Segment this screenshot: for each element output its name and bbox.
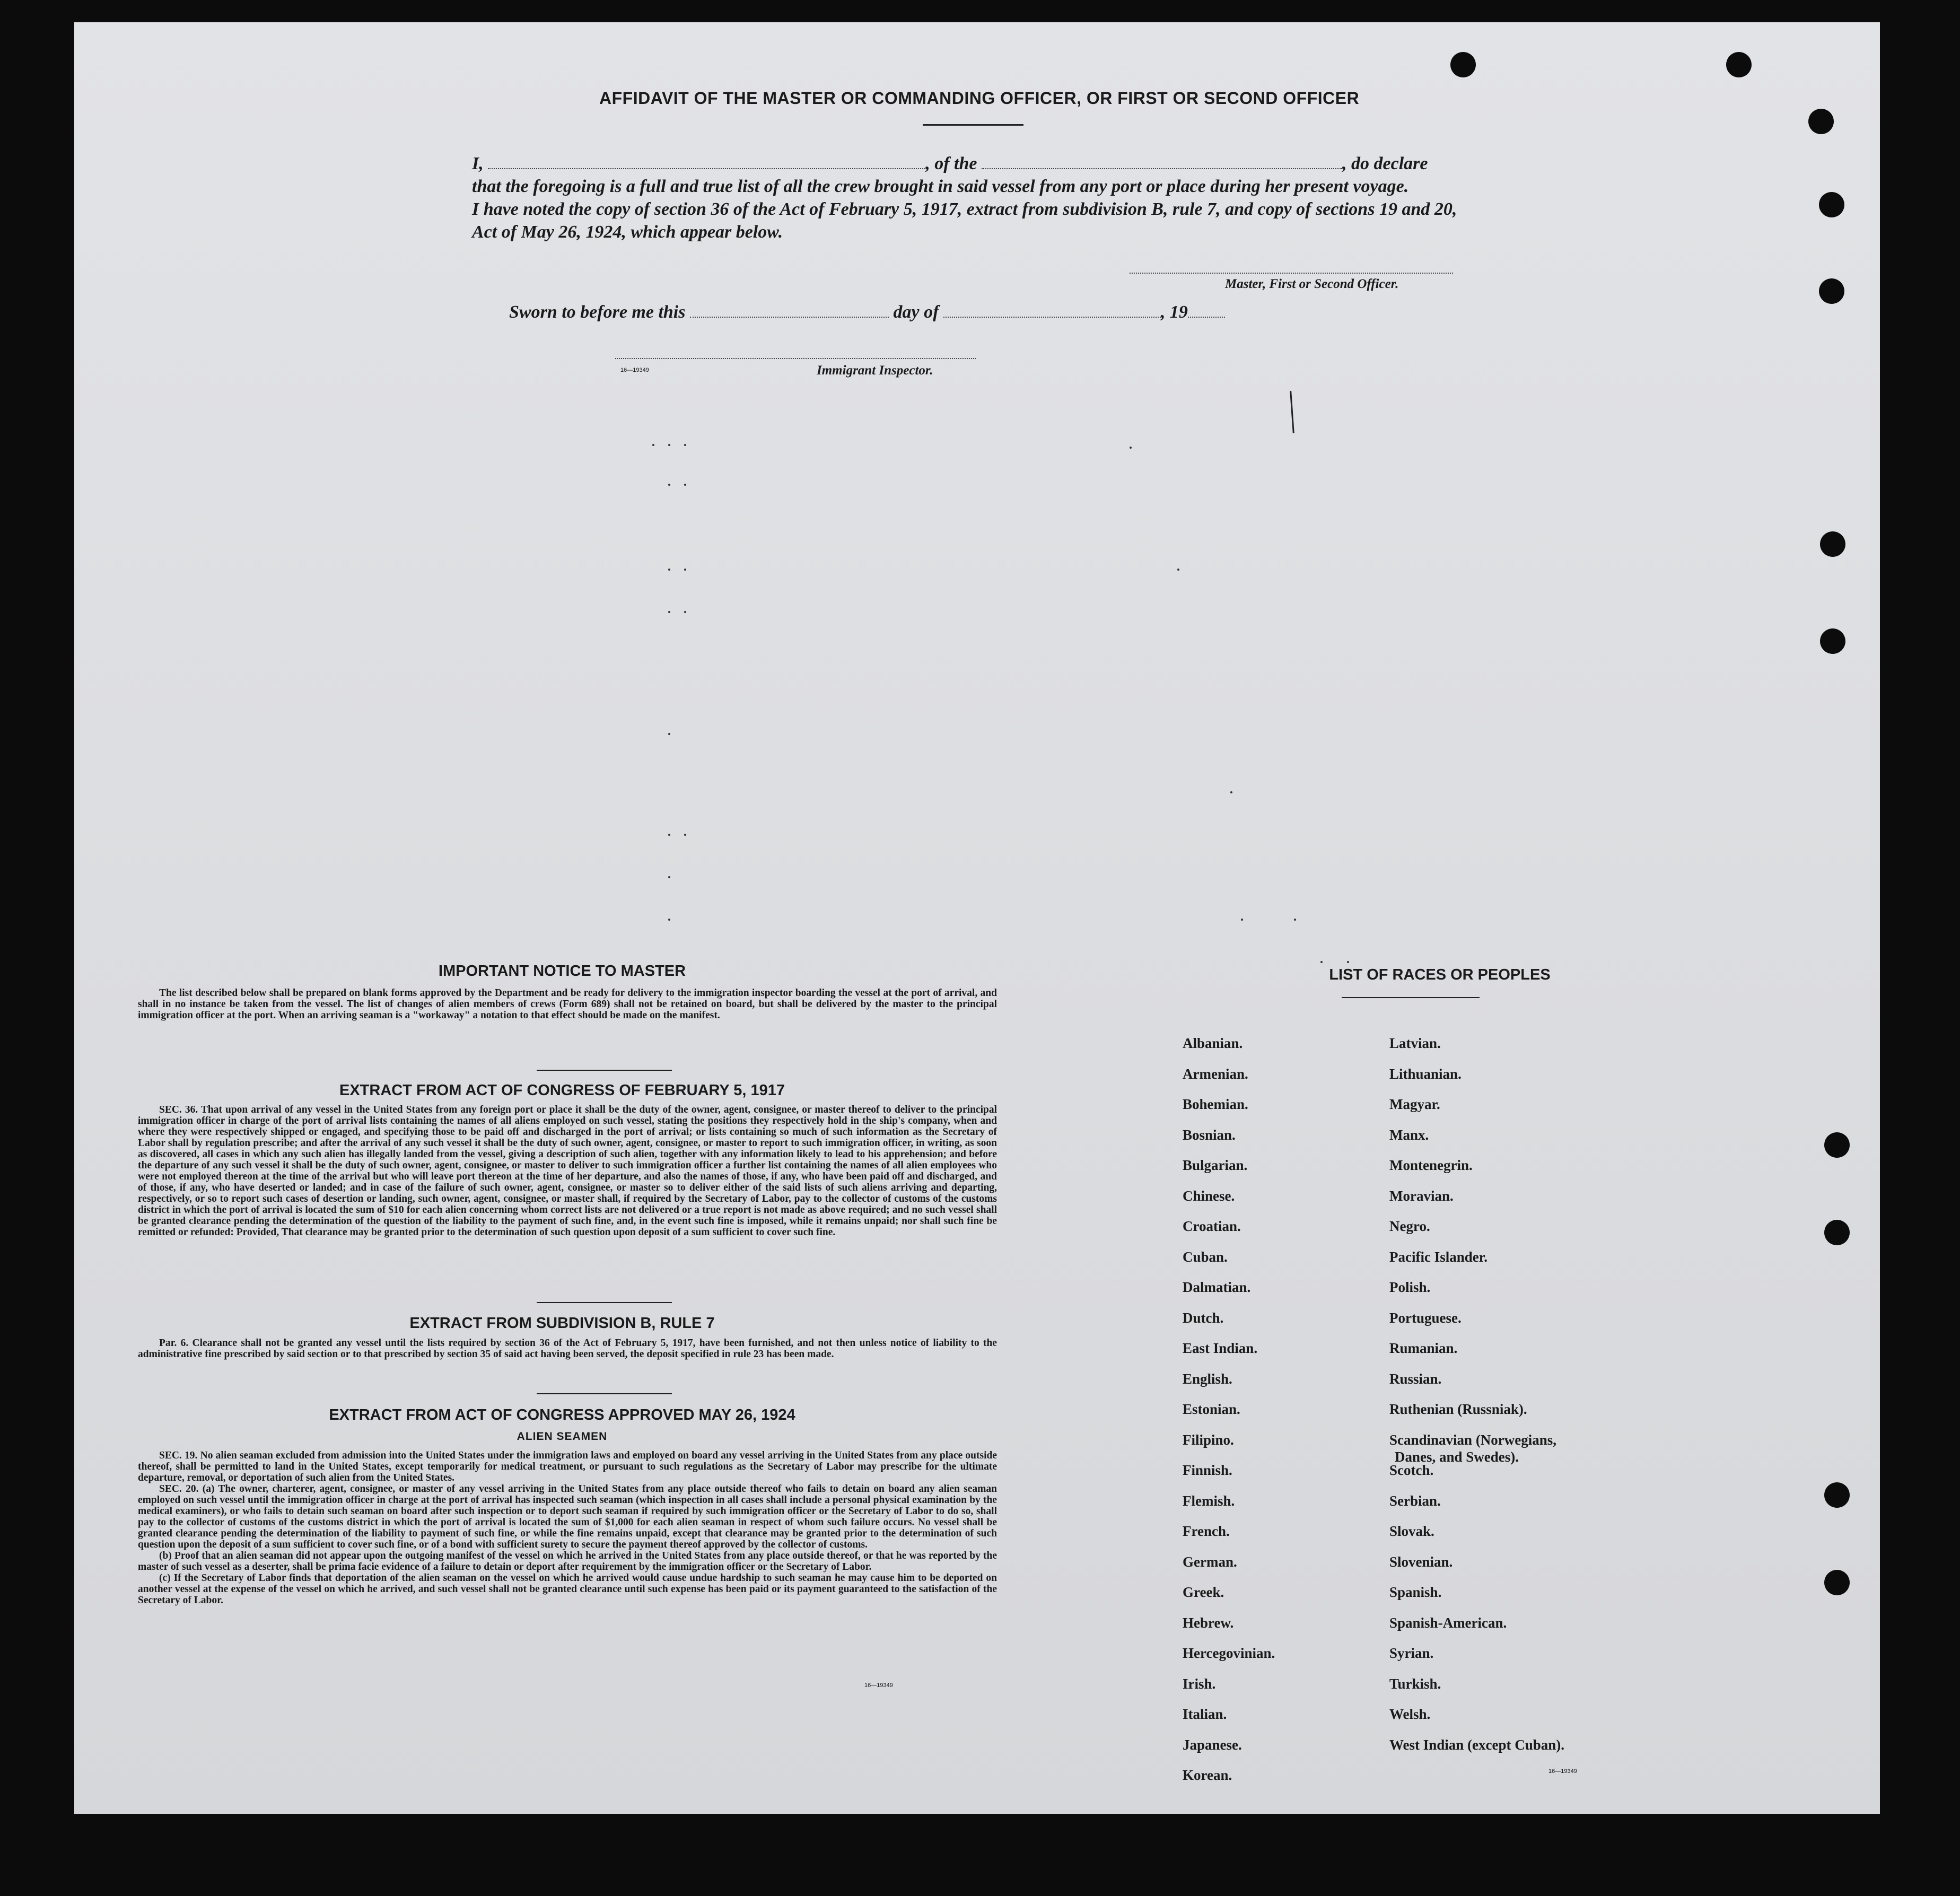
speck — [668, 444, 670, 446]
speck — [1320, 961, 1323, 963]
vessel-blank[interactable] — [982, 168, 1342, 169]
race-item: Montenegrin. — [1389, 1157, 1473, 1173]
extract-1917-title: EXTRACT FROM ACT OF CONGRESS OF FEBRUARY 5, 1917 — [339, 1082, 785, 1099]
speck — [1294, 919, 1296, 921]
race-item: Latvian. — [1389, 1035, 1441, 1051]
rule-7-paragraph: Par. 6. Clearance shall not be granted any vessel until the lists required by section 36 of the Act of February 5, 1917, have been furnished, and not then unless notice of liability to the administrative fine prescribed by said section or to that prescribed by section 35 of said act having been served, the deposit specified in rule 23 has been made. — [138, 1338, 997, 1360]
speck — [684, 834, 686, 836]
declaration-of-the: , of the — [925, 154, 977, 173]
extract-1924-title: EXTRACT FROM ACT OF CONGRESS APPROVED MAY 26, 1924 — [329, 1406, 795, 1423]
extract-1917-text — [138, 1104, 997, 1238]
sec-20b-paragraph: (b) Proof that an alien seaman did not appear upon the outgoing manifest of the vessel on which he arrived in the United States from any place outside thereof, or that he was reported by the master of such vessel as a deserter, shall be prima facie evidence of a failure to detain or deport after requirement by the immigration officer or the Secretary of Labor. — [138, 1550, 997, 1572]
sworn-year-blank[interactable] — [1188, 316, 1225, 318]
race-item: Danes, and Swedes). — [1395, 1448, 1519, 1465]
punch-hole — [1819, 192, 1844, 217]
race-item: Chinese. — [1183, 1187, 1235, 1204]
sec-20a-paragraph: SEC. 20. (a) The owner, charterer, agent, consignee, or master of any vessel arriving in the United States from any place outside thereof who fails to detain on board any alien seaman employed on such vessel until the immigration officer in charge at the port of arrival has inspected such seaman (which inspection in all cases shall include a personal physical examination by the medical examiners), or who fails to detain such seaman on board after such inspection or to deport such seaman if required by such immigration officer or the Secretary of Labor to do so, shall pay to the collector of customs of the customs district in which the port of arrival is located the sum of $1,000 for each alien seaman in respect of whom such failure occurs. No vessel shall be granted clearance pending the determination of the liability to payment of such fine, or while the fine remains unpaid, except that clearance may be granted prior to the determination of such question upon the deposit of a sum sufficient to cover such fine, or of a bond with sufficient surety to secure the payment thereof approved by the collector of customs. — [138, 1483, 997, 1550]
divider — [537, 1393, 672, 1394]
race-item: Polish. — [1389, 1279, 1431, 1295]
divider — [537, 1302, 672, 1303]
race-item: Finnish. — [1183, 1462, 1232, 1478]
race-item: Hercegovinian. — [1183, 1645, 1275, 1661]
punch-hole — [1824, 1482, 1850, 1508]
race-item: Estonian. — [1183, 1401, 1240, 1417]
race-item: Cuban. — [1183, 1248, 1228, 1265]
race-item: Albanian. — [1183, 1035, 1243, 1051]
race-item: Turkish. — [1389, 1675, 1441, 1692]
sworn-day-of: day of — [893, 302, 939, 322]
sworn-month-blank[interactable] — [943, 316, 1161, 318]
race-item: Bosnian. — [1183, 1126, 1236, 1143]
inspector-signature-line[interactable] — [615, 358, 976, 359]
divider — [537, 1070, 672, 1071]
race-item: Greek. — [1183, 1584, 1224, 1600]
sworn-day-blank[interactable] — [690, 316, 889, 318]
race-item: Japanese. — [1183, 1736, 1242, 1753]
race-item: Hebrew. — [1183, 1614, 1234, 1631]
race-item: Irish. — [1183, 1675, 1216, 1692]
affidavit-title: AFFIDAVIT OF THE MASTER OR COMMANDING OFFICER, OR FIRST OR SECOND OFFICER — [599, 89, 1360, 108]
race-item: Serbian. — [1389, 1492, 1441, 1509]
document-sheet — [74, 22, 1880, 1814]
declaration-line-1 — [472, 152, 1428, 175]
punch-hole — [1824, 1132, 1850, 1158]
punch-hole — [1808, 109, 1834, 134]
speck — [668, 569, 670, 571]
punch-hole — [1450, 52, 1476, 77]
speck — [684, 484, 686, 486]
notice-text — [138, 988, 997, 1021]
sworn-year-prefix: , 19 — [1160, 302, 1188, 322]
speck — [668, 733, 670, 735]
speck — [1230, 791, 1232, 793]
race-item: Bohemian. — [1183, 1096, 1248, 1112]
race-item: German. — [1183, 1553, 1237, 1570]
speck — [652, 444, 654, 446]
sworn-label: Sworn to before me this — [509, 302, 686, 322]
speck — [668, 919, 670, 921]
race-item: French. — [1183, 1523, 1230, 1539]
declaration-i: I, — [472, 154, 484, 173]
race-item: Pacific Islander. — [1389, 1248, 1488, 1265]
race-item: Armenian. — [1183, 1065, 1248, 1082]
punch-hole — [1726, 52, 1752, 77]
race-item: West Indian (except Cuban). — [1389, 1736, 1565, 1753]
race-item: Manx. — [1389, 1126, 1429, 1143]
declaration-line-3: I have noted the copy of section 36 of the Act of February 5, 1917, extract from subdivision B, rule 7, and copy of sections 19 and 20, — [472, 199, 1457, 219]
inspector-label: Immigrant Inspector. — [817, 363, 933, 378]
race-item: Scandinavian (Norwegians, — [1389, 1431, 1557, 1448]
race-item: Portuguese. — [1389, 1309, 1462, 1326]
punch-hole — [1820, 531, 1845, 557]
sworn-line — [509, 301, 1225, 324]
race-item: English. — [1183, 1370, 1232, 1387]
race-item: Slovenian. — [1389, 1553, 1453, 1570]
speck — [684, 444, 686, 446]
speck — [668, 876, 670, 878]
races-title-underline — [1342, 997, 1480, 998]
race-item: Moravian. — [1389, 1187, 1454, 1204]
race-item: Dalmatian. — [1183, 1279, 1251, 1295]
punch-hole — [1820, 628, 1845, 654]
declaration-declare: , do declare — [1342, 154, 1428, 173]
speck — [668, 834, 670, 836]
punch-hole — [1824, 1220, 1850, 1245]
declaration-line-2: that the foregoing is a full and true list of all the crew brought in said vessel from any port or place during her present voyage. — [472, 177, 1409, 196]
race-item: East Indian. — [1183, 1340, 1258, 1356]
race-item: Flemish. — [1183, 1492, 1235, 1509]
punch-hole — [1824, 1570, 1850, 1595]
extract-1924-text — [138, 1450, 997, 1606]
extract-1917-paragraph: SEC. 36. That upon arrival of any vessel in the United States from any foreign port or place it shall be the duty of the owner, agent, consignee, or master thereof to deliver to the principal immigration officer in charge of the port of arrival lists containing the names of all aliens employed on such vessel, stating the positions they respectively hold in the ship's company, when and where they were respectively shipped or engaged, and specifying those to be paid off and discharged in the port of arrival; or lists containing so much of such information as the Secretary of Labor shall by regulation prescribe; and after the arrival of any such vessel it shall be the duty of such owner, agent, consignee, or master to report to such immigration officer, in writing, as soon as discovered, all cases in which any such alien has illegally landed from the vessel, giving a description of such alien, together with any information likely to lead to his apprehension; and before the departure of any such vessel it shall be the duty of such owner, agent, consignee, or master to deliver to such immigration officer a further list containing the names of all alien employees who were not employed thereon at the time of the arrival but who will leave port thereon at the time of her departure, and also the names of those, if any, who have been paid off and discharged, and of those, if any, who have deserted or landed; and in case of the failure of such owner, agent, consignee, or master so to deliver either of the said lists of such aliens arriving and departing, respectively, or so to report such cases of desertion or landing, such owner, agent, consignee, or master shall, if required by the Secretary of Labor, pay to the collector of customs of the customs district in which the port of arrival is located the sum of $10 for each alien concerning whom correct lists are not delivered or a true report is not made as above required; and no such vessel shall be granted clearance pending the determination of the question of the liability to the payment of such fine, and, in the event such fine is imposed, while it remains unpaid; nor shall such fine be remitted or refunded: Provided, That clearance may be granted prior to the determination of such question upon deposit of a sum sufficient to cover such fine. — [138, 1104, 997, 1238]
race-item: Croatian. — [1183, 1218, 1241, 1234]
race-item: Korean. — [1183, 1767, 1232, 1783]
race-item: Scotch. — [1389, 1462, 1434, 1478]
race-item: Lithuanian. — [1389, 1065, 1462, 1082]
speck — [1241, 919, 1243, 921]
notice-title: IMPORTANT NOTICE TO MASTER — [438, 963, 686, 980]
notice-paragraph: The list described below shall be prepared on blank forms approved by the Department and be ready for delivery to the immigration inspector boarding the vessel at the port of arrival, and shall in no instance be taken from the vessel. The list of changes of alien members of crews (Form 689) shall not be retained on board, but shall be delivered by the master to the principal immigration officer at the port. When an arriving seaman is a "workaway" a notation to that effect should be made on the manifest. — [138, 988, 997, 1021]
race-item: Spanish. — [1389, 1584, 1442, 1600]
speck — [1130, 447, 1132, 449]
races-title: LIST OF RACES OR PEOPLES — [1329, 966, 1551, 983]
race-item: Ruthenian (Russniak). — [1389, 1401, 1527, 1417]
rule-7-title: EXTRACT FROM SUBDIVISION B, RULE 7 — [409, 1315, 715, 1332]
race-item: Slovak. — [1389, 1523, 1434, 1539]
pen-mark — [1290, 391, 1294, 433]
race-item: Bulgarian. — [1183, 1157, 1248, 1173]
sec-19-paragraph: SEC. 19. No alien seaman excluded from admission into the United States under the immigration laws and employed on board any vessel arriving in the United States from any place outside thereof, shall be permitted to land in the United States, except temporarily for medical treatment, or pursuant to such regulations as the Secretary of Labor may prescribe for the ultimate departure, removal, or deportation of such alien from the United States. — [138, 1450, 997, 1483]
race-item: Spanish-American. — [1389, 1614, 1507, 1631]
officer-signature-label: Master, First or Second Officer. — [1225, 277, 1399, 291]
speck — [1347, 961, 1349, 963]
speck — [1177, 569, 1179, 571]
speck — [668, 611, 670, 613]
officer-signature-line[interactable] — [1130, 273, 1453, 274]
extract-form-number: 16—19349 — [864, 1682, 893, 1689]
alien-seamen-subtitle: ALIEN SEAMEN — [517, 1430, 608, 1443]
race-item: Filipino. — [1183, 1431, 1234, 1448]
name-blank[interactable] — [488, 168, 925, 169]
speck — [684, 569, 686, 571]
race-item: Dutch. — [1183, 1309, 1224, 1326]
speck — [684, 611, 686, 613]
title-underline — [923, 124, 1023, 126]
race-item: Magyar. — [1389, 1096, 1440, 1112]
race-item: Russian. — [1389, 1370, 1442, 1387]
race-item: Italian. — [1183, 1706, 1227, 1722]
affidavit-form-number: 16—19349 — [620, 367, 649, 373]
sec-20c-paragraph: (c) If the Secretary of Labor finds that deportation of the alien seaman on the vessel on which he arrived would cause undue hardship to such seaman he may cause him to be deported on another vessel at the expense of the vessel on which he arrived, and such vessel shall not be granted clearance until such expense has been paid or its payment guaranteed to the satisfaction of the Secretary of Labor. — [138, 1572, 997, 1606]
race-item: Welsh. — [1389, 1706, 1431, 1722]
rule-7-text — [138, 1338, 997, 1360]
race-item: Rumanian. — [1389, 1340, 1458, 1356]
speck — [668, 484, 670, 486]
race-item: Syrian. — [1389, 1645, 1434, 1661]
races-form-number: 16—19349 — [1548, 1768, 1577, 1775]
declaration-line-4: Act of May 26, 1924, which appear below. — [472, 222, 783, 242]
race-item: Negro. — [1389, 1218, 1430, 1234]
punch-hole — [1819, 278, 1844, 304]
